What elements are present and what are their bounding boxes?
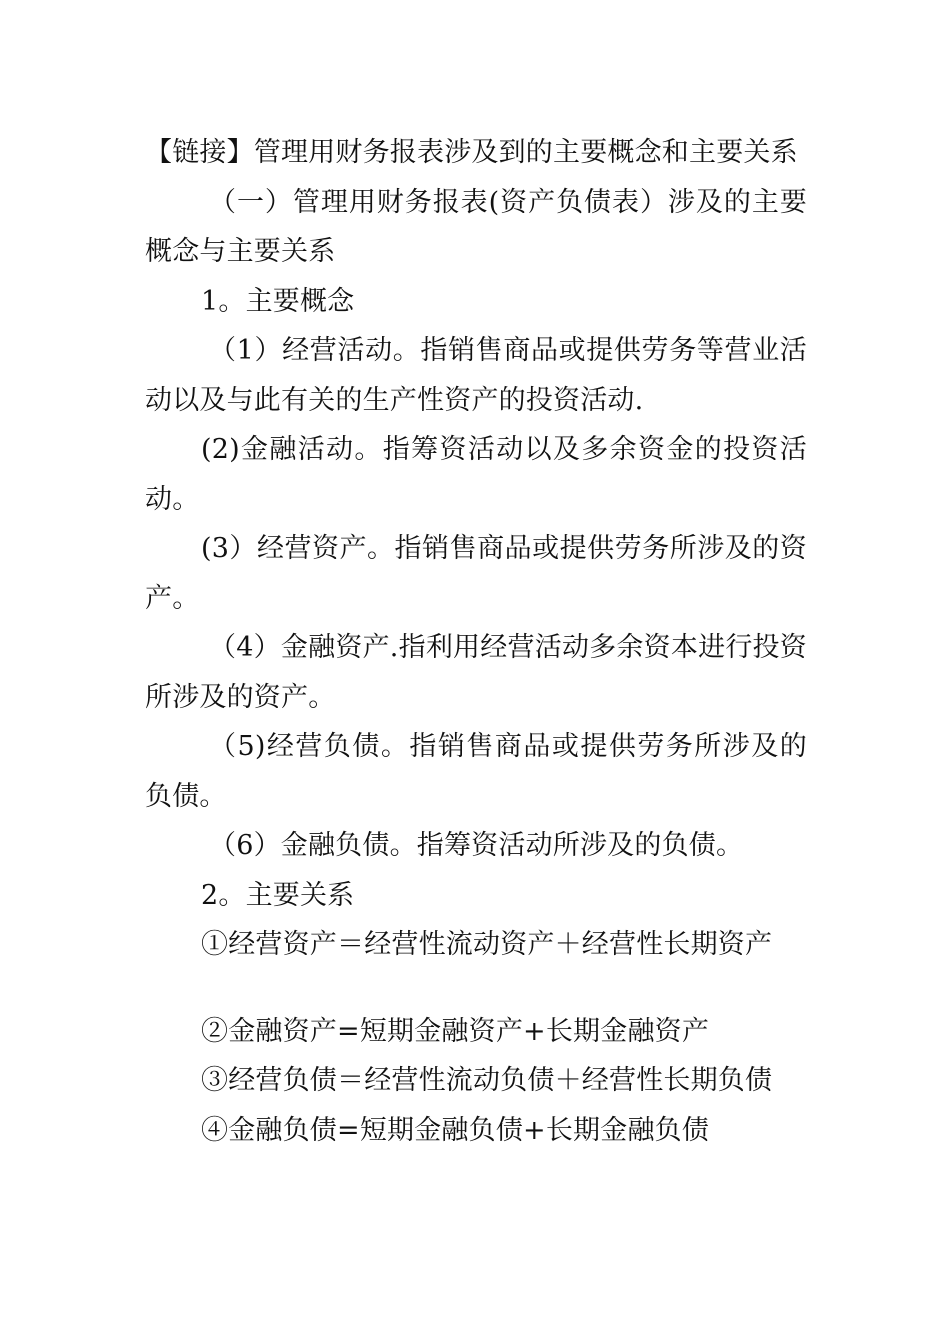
title-paragraph: 【链接】管理用财务报表涉及到的主要概念和主要关系	[145, 137, 798, 168]
section-heading: （一）管理用财务报表(资产负债表）涉及的主要概念与主要关系	[145, 186, 807, 267]
relation-formula: ①经营资产＝经营性流动资产＋经营性长期资产	[201, 929, 773, 960]
concept-item: (2)金融活动。指筹资活动以及多余资金的投资活动。	[145, 434, 807, 515]
relations-heading: 2。主要关系	[201, 879, 355, 911]
document-body	[145, 128, 807, 1155]
relation-formula: ②金融资产=短期金融资产+长期金融资产	[201, 1015, 710, 1047]
concept-item: （5)经营负债。指销售商品或提供劳务所涉及的负债。	[145, 731, 807, 812]
concepts-heading: 1。主要概念	[201, 285, 355, 317]
spacer	[145, 970, 807, 1007]
relation-formula: ④金融负债=短期金融负债+长期金融负债	[201, 1114, 710, 1146]
relation-formula: ③经营负债＝经营性流动负债＋经营性长期负债	[201, 1065, 773, 1096]
concept-item: （1）经营活动。指销售商品或提供劳务等营业活动以及与此有关的生产性资产的投资活动.	[145, 335, 807, 416]
concept-item: （6）金融负债。指筹资活动所涉及的负债。	[209, 830, 744, 861]
concept-item: （4）金融资产.指利用经营活动多余资本进行投资所涉及的资产。	[145, 632, 807, 713]
concept-item: (3）经营资产。指销售商品或提供劳务所涉及的资产。	[145, 533, 807, 614]
